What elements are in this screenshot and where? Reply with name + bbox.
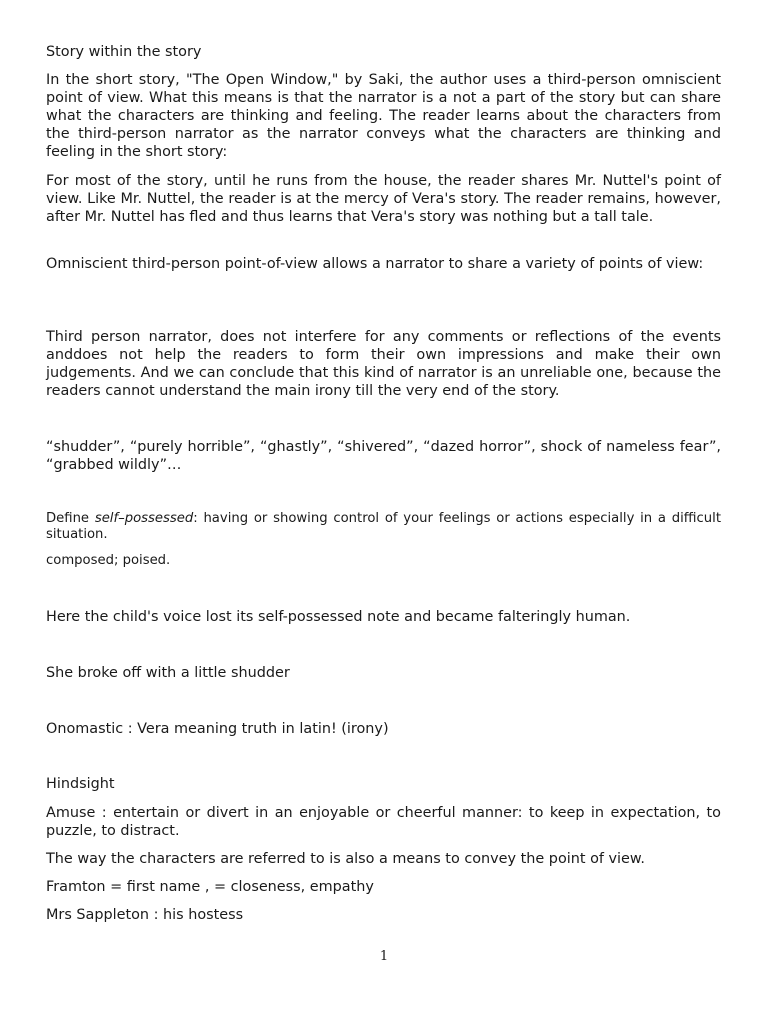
paragraph-mr-nuttel: For most of the story, until he runs from the house, the reader shares Mr. Nuttel's point of view. Like Mr. Nuttel, the reader is at the mercy of Vera's story. The reader remains, however, after Mr. Nuttel has fled and thus learns that Vera's story was nothing but a tall tale.	[46, 173, 721, 226]
definition-text: : having or showing control of your feelings or actions especially in a difficult situation.	[46, 511, 721, 543]
onomastic-line: Onomastic : Vera meaning truth in latin! (irony)	[46, 721, 389, 737]
referred-line: The way the characters are referred to is also a means to convey the point of view.	[46, 851, 645, 867]
paragraph-omniscient: Omniscient third-person point-of-view allows a narrator to share a variety of points of view:	[46, 256, 704, 272]
synonyms-line: composed; poised.	[46, 553, 171, 568]
paragraph-narrator: Third person narrator, does not interfere for any comments or reflections of the events anddoes not help the readers to form their own impressions and make their own judgements. And we can conclude that this kind of narrator is an unreliable one, because the readers cannot understand the main irony till the very end of the story.	[46, 329, 721, 400]
definition-self-possessed	[46, 511, 721, 544]
definition-term: self–possessed	[94, 511, 194, 526]
amuse-definition: Amuse : entertain or divert in an enjoyable or cheerful manner: to keep in expectation, to puzzle, to distract.	[46, 805, 721, 840]
hindsight-line: Hindsight	[46, 776, 115, 792]
page-number: 1	[379, 949, 389, 964]
sappleton-line: Mrs Sappleton : his hostess	[46, 907, 244, 923]
framton-line: Framton = first name , = closeness, empathy	[46, 879, 374, 895]
paragraph-point-of-view: In the short story, "The Open Window," by Saki, the author uses a third-person omniscient point of view. What this means is that the narrator is a not a part of the story but can share what the characters are thinking and feeling. The reader learns about the characters from the third-person narrator as the narrator conveys what the characters are thinking and feeling in the short story:	[46, 72, 721, 161]
quote-childs-voice: Here the child's voice lost its self-possessed note and became falteringly human.	[46, 609, 631, 625]
paragraph-vocabulary: “shudder”, “purely horrible”, “ghastly”, “shivered”, “dazed horror”, shock of nameless fear”, “grabbed wildly”…	[46, 439, 721, 474]
quote-shudder: She broke off with a little shudder	[46, 665, 290, 681]
definition-prefix: Define	[46, 511, 95, 526]
section-heading: Story within the story	[46, 44, 202, 60]
